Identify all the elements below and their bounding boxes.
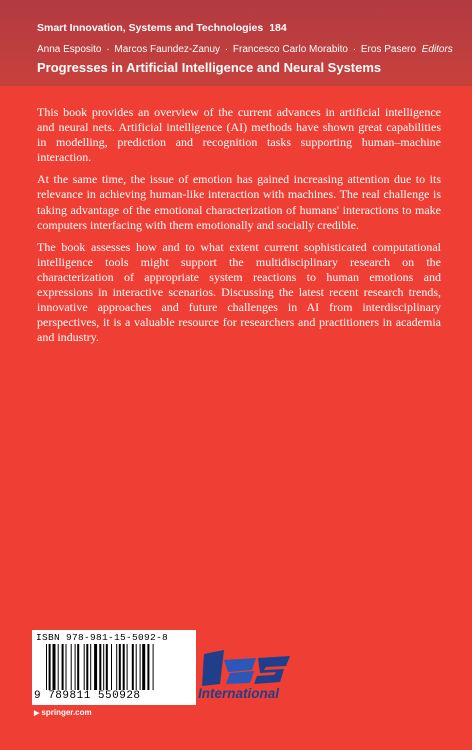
author-separator: ·	[106, 44, 110, 55]
barcode-bar	[62, 644, 64, 690]
author-separator: ·	[352, 44, 357, 55]
barcode-bar	[46, 644, 47, 690]
authors-line	[37, 44, 467, 55]
author-name: Anna Esposito	[37, 44, 102, 55]
barcode-bar	[71, 644, 72, 690]
barcode-bar	[119, 644, 121, 690]
blurb-paragraph: This book provides an overview of the current advances in artificial intelligence and neural nets. Artificial intelligence (AI) methods have shown great capabilities in modelling, prediction and recognition tasks supporting human–machine interaction.	[37, 105, 441, 165]
barcode-digits: 9 789811 550928	[34, 690, 141, 702]
barcode-bar	[140, 644, 141, 690]
barcode-bar	[86, 644, 88, 690]
barcode-bars	[46, 644, 188, 690]
publisher-link-text: springer.com	[41, 708, 92, 717]
barcode-bar	[77, 644, 79, 690]
barcode-bar	[132, 644, 134, 690]
barcode-bar	[127, 644, 128, 690]
barcode-box	[32, 630, 196, 705]
author-name: Marcos Faundez-Zanuy	[114, 44, 221, 55]
arrow-icon: ▶	[34, 710, 40, 717]
barcode-bar	[75, 644, 76, 690]
logo-shape	[254, 656, 290, 684]
logo-shape	[224, 658, 256, 672]
author-name: Francesco Carlo Morabito	[232, 44, 348, 55]
blurb-paragraph: At the same time, the issue of emotion has gained increasing attention due to its relevance in achieving human-like interaction with machines. The real challenge is taking advantage of the emotional characterization of humans' interactions to make computers interfacing with them emotionally and socially credible.	[37, 172, 441, 232]
series-line	[37, 22, 287, 34]
barcode-bar	[116, 644, 117, 690]
barcode-bar	[94, 644, 97, 690]
barcode-bar	[49, 644, 51, 690]
barcode-bar	[147, 644, 149, 690]
barcode-bar	[58, 644, 59, 690]
back-cover-blurb	[37, 105, 441, 352]
barcode-bar	[66, 644, 67, 690]
barcode-bar	[106, 644, 108, 690]
series-name: Smart Innovation, Systems and Technologies	[37, 22, 264, 34]
barcode-bar	[53, 644, 56, 690]
series-number: 184	[269, 22, 287, 34]
isbn-label: ISBN 978-981-15-5092-8	[36, 632, 169, 643]
barcode-bar	[153, 644, 154, 690]
barcode-bar	[103, 644, 104, 690]
barcode-bar	[84, 644, 85, 690]
barcode-bar	[111, 644, 112, 690]
barcode-bar	[142, 644, 145, 690]
publisher-link[interactable]	[34, 708, 92, 717]
logo-shape	[202, 650, 224, 686]
barcode-bar	[123, 644, 125, 690]
blurb-paragraph: The book assesses how and to what extent current sophisticated computational intelligence tools might support the multidisciplinary research on the characterization of appropriate system reactions to human emotions and expressions in interactive scenarios. Discussing the latest recent research trends, innovative approaches and future challenges in AI from interdisciplinary perspectives, it is a valuable resource for researchers and practitioners in academia and industry.	[37, 239, 441, 345]
author-separator: ·	[224, 44, 229, 55]
barcode-bar	[136, 644, 137, 690]
kes-logo-word: International	[198, 686, 280, 701]
author-name: Eros Pasero	[360, 44, 416, 55]
editors-role: Editors	[421, 44, 453, 55]
barcode-bar	[99, 644, 101, 690]
book-title: Progresses in Artificial Intelligence and Neural Systems	[37, 60, 382, 75]
logo-shape	[226, 671, 254, 684]
barcode-bar	[90, 644, 91, 690]
